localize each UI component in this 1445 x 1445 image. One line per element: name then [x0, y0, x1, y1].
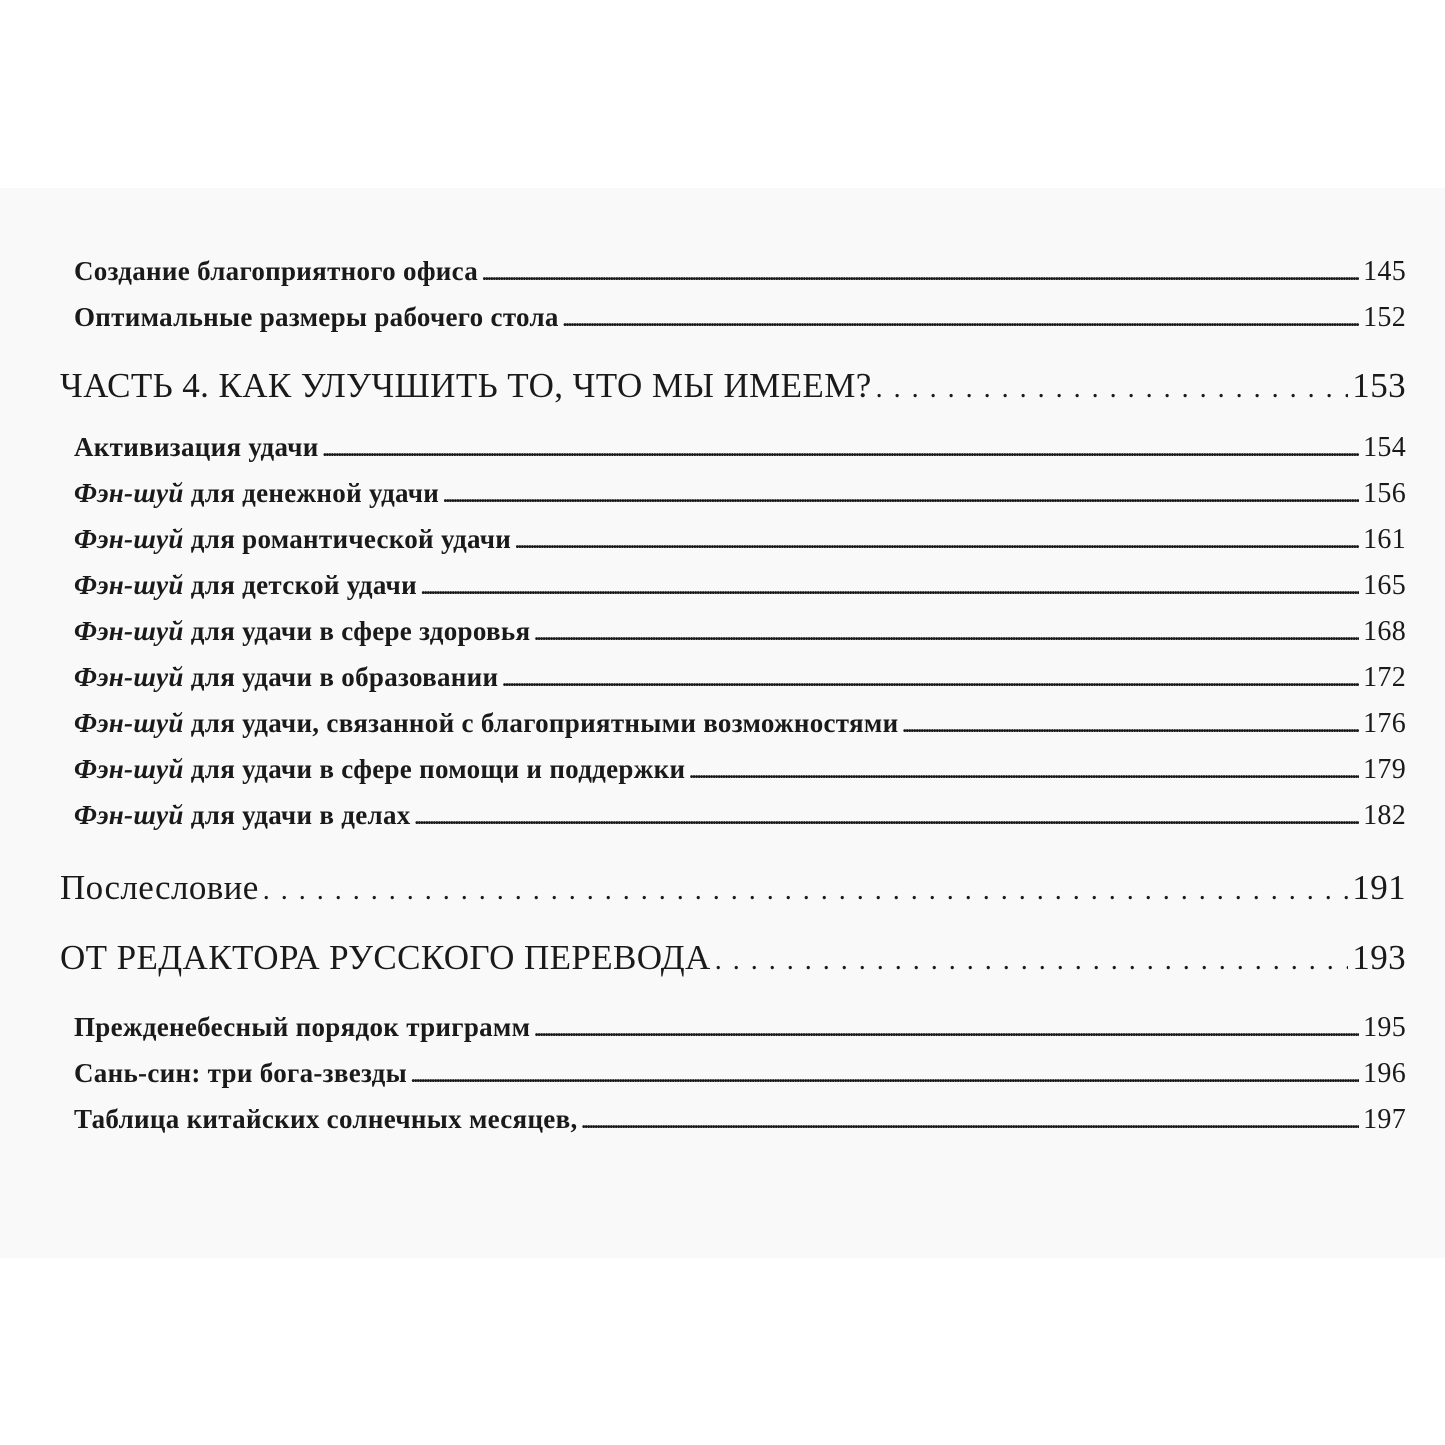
- toc-entry-page: 195: [1363, 1012, 1406, 1043]
- dot-leader: [411, 1066, 1359, 1087]
- toc-entry: [74, 432, 1406, 468]
- dot-leader: [443, 486, 1359, 507]
- dot-leader: [715, 945, 1349, 977]
- toc-entry-page: 165: [1363, 570, 1406, 601]
- toc-entry-prefix: Фэн-шуй: [74, 754, 184, 784]
- toc-entry: [74, 1058, 1406, 1094]
- toc-entry-page: 154: [1363, 432, 1406, 463]
- toc-entry-title: Таблица китайских солнечных месяцев,: [74, 1104, 578, 1134]
- toc-entry-prefix: Фэн-шуй: [74, 662, 184, 692]
- dot-leader: [415, 808, 1360, 829]
- toc-entry-page: 172: [1363, 662, 1406, 693]
- toc-entry-prefix: Фэн-шуй: [74, 570, 184, 600]
- toc-entry: [74, 1104, 1406, 1140]
- toc-entry-rest: для романтической удачи: [183, 524, 512, 554]
- toc-part-heading: [60, 868, 1406, 914]
- toc-entry-page: 196: [1363, 1058, 1406, 1089]
- toc-entry-page: 145: [1363, 256, 1406, 287]
- toc-entry-title: Послесловие: [60, 868, 259, 907]
- toc-entry-prefix: Фэн-шуй: [74, 478, 184, 508]
- book-page: [0, 188, 1445, 1258]
- toc-part-heading: [60, 366, 1406, 412]
- dot-leader: [515, 532, 1359, 553]
- dot-leader: [582, 1112, 1360, 1133]
- toc-entry: [74, 708, 1406, 744]
- dot-leader: [482, 264, 1359, 285]
- dot-leader: [902, 716, 1359, 737]
- toc-entry-title: ОТ РЕДАКТОРА РУССКОГО ПЕРЕВОДА: [60, 938, 711, 977]
- toc-entry-page: 182: [1363, 800, 1406, 831]
- toc-entry-title: [74, 708, 898, 739]
- toc-entry-page: 193: [1352, 938, 1406, 977]
- dot-leader: [263, 875, 1349, 907]
- toc-entry-page: 156: [1363, 478, 1406, 509]
- dot-leader: [689, 762, 1359, 783]
- toc-entry-title: Сань-син: три бога-звезды: [74, 1058, 407, 1088]
- toc-entry-page: 168: [1363, 616, 1406, 647]
- toc-entry-prefix: Фэн-шуй: [74, 616, 184, 646]
- toc-entry-rest: для денежной удачи: [183, 478, 440, 508]
- dot-leader: [502, 670, 1359, 691]
- toc-entry-title: Прежденебесный порядок триграмм: [74, 1012, 531, 1042]
- toc-entry-title: [74, 662, 498, 693]
- dot-leader: [534, 1020, 1359, 1041]
- dot-leader: [421, 578, 1359, 599]
- dot-leader: [534, 624, 1359, 645]
- toc-entry-rest: для удачи в сфере здоровья: [183, 616, 531, 646]
- toc-entry-page: 153: [1352, 366, 1406, 405]
- toc-entry-title: [74, 570, 417, 601]
- toc-entry-title: Создание благоприятного офиса: [74, 256, 479, 286]
- toc-entry: [74, 616, 1406, 652]
- toc-entry: [74, 256, 1406, 292]
- toc-entry-rest: для удачи в сфере помощи и поддержки: [183, 754, 686, 784]
- dot-leader: [323, 440, 1360, 461]
- toc-entry: [74, 570, 1406, 606]
- toc-entry: [74, 800, 1406, 836]
- toc-entry-rest: для удачи в образовании: [183, 662, 499, 692]
- dot-leader: [563, 310, 1359, 331]
- toc-entry: [74, 302, 1406, 338]
- toc-entry-title: ЧАСТЬ 4. КАК УЛУЧШИТЬ ТО, ЧТО МЫ ИМЕЕМ?: [60, 366, 872, 405]
- toc-entry-title: Активизация удачи: [74, 432, 319, 462]
- toc-entry-title: [74, 800, 411, 831]
- toc-entry: [74, 754, 1406, 790]
- dot-leader: [876, 373, 1349, 405]
- toc-entry-prefix: Фэн-шуй: [74, 708, 184, 738]
- toc-entry-title: [74, 524, 511, 555]
- toc-entry-page: 197: [1363, 1104, 1406, 1135]
- toc-part-heading: [60, 938, 1406, 984]
- toc-entry-page: 191: [1352, 868, 1406, 907]
- toc-entry-page: 179: [1363, 754, 1406, 785]
- toc-entry-title: [74, 754, 685, 785]
- toc-entry-title: [74, 616, 530, 647]
- toc-entry-title: [74, 478, 439, 509]
- table-of-contents: [0, 188, 1445, 1258]
- toc-entry-page: 176: [1363, 708, 1406, 739]
- toc-entry: [74, 1012, 1406, 1048]
- toc-entry-prefix: Фэн-шуй: [74, 800, 184, 830]
- toc-entry-rest: для удачи, связанной с благоприятными возможностями: [183, 708, 899, 738]
- toc-entry-prefix: Фэн-шуй: [74, 524, 184, 554]
- toc-entry-page: 152: [1363, 302, 1406, 333]
- toc-entry: [74, 524, 1406, 560]
- toc-entry-page: 161: [1363, 524, 1406, 555]
- toc-entry-rest: для удачи в делах: [183, 800, 411, 830]
- toc-entry-title: Оптимальные размеры рабочего стола: [74, 302, 559, 332]
- toc-entry: [74, 662, 1406, 698]
- toc-entry: [74, 478, 1406, 514]
- toc-entry-rest: для детской удачи: [183, 570, 417, 600]
